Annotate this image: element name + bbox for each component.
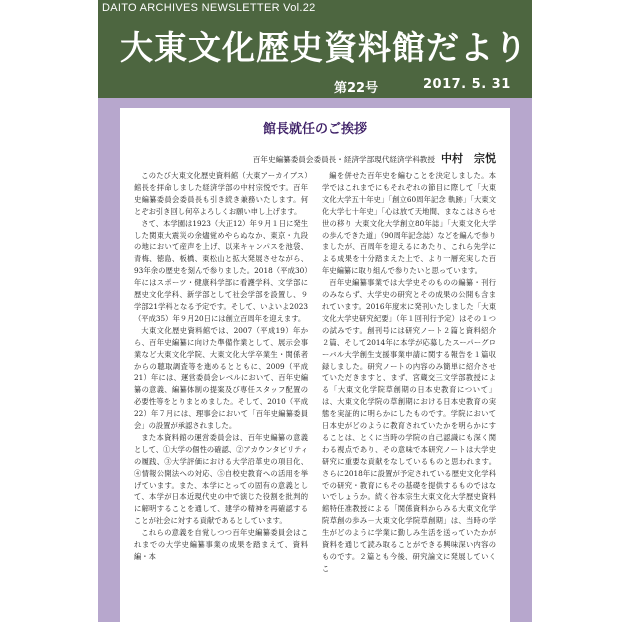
- article-column-right: [322, 170, 496, 616]
- newsletter-page: [98, 0, 532, 622]
- newsletter-title: 大東文化歴史資料館だより: [120, 28, 528, 67]
- paragraph: 編を併せた百年史を編むことを決定しました。本学ではこれまでにもそれぞれの節目に際して「大東文化大学五十年史」「創立60周年記念 軌跡」「大東文化大学七十年史」「心は放て天地間、まなこはさらせ世の移り 大東文化大学創立80年誌」「大東文化大学の歩んできた道」（90周年記念誌）などを編んで参りましたが、百周年を迎えるにあたり、これら先学による成果を十分踏まえた上で、より一層充実した百年史編纂に取り組んで参りたいと思っています。: [322, 171, 496, 276]
- paragraph: 大東文化歴史資料館では、2007（平成19）年から、百年史編纂に向けた準備作業として、展示会事業など大東文化学院、大東文化大学卒業生・関係者からの聴取調査等を進めるとともに、2009（平成21）年には、運営委員会レベルにおいて、百年史編纂の意義、編纂体制の提案及び専任スタッフ配置の必要性等をとりまとめました。そして、2010（平成22）年７月には、理事会において「百年史編纂委員会」の設置が承認されました。: [134, 325, 308, 431]
- newsletter-english-title: DAITO ARCHIVES NEWSLETTER Vol.22: [102, 2, 316, 14]
- paragraph: さて、本学園は1923（大正12）年９月１日に発生した関東大震災の余燼覚めやらぬなか、東京・九段の地において産声を上げ、以来キャンパスを池袋、青梅、徳島、板橋、東松山と拡大発展させながら、93年余の歴史を刻んで参りました。2018（平成30）年にはスポーツ・健康科学部に看護学科、文学部に歴史文化学科、新学部として社会学部を設置し、９学部21学科となる予定です。そして、いよいよ2023（平成35）年９月20日には創立百周年を迎えます。: [134, 218, 308, 323]
- article-column-left: [134, 170, 308, 616]
- paragraph: このたび大東文化歴史資料館（大東アーカイブス）館長を拝命しました経済学部の中村宗悦です。百年史編纂委員会委員長も引き続き兼務いたします。何とぞお引き回し何卒よろしくお願い申し上げます。: [134, 171, 308, 216]
- issue-number: 第22号: [334, 81, 379, 96]
- paragraph: 百年史編纂事業では大学史そのものの編纂・刊行のみならず、大学史の研究とその成果の公開も含まれています。2016年度末に発刊いたしました「大東文化大学史研究紀要」（年１回刊行予定）はその１つの試みです。創刊号には研究ノート２篇と資料紹介２篇、そして2014年に本学が応募したスーパーグローバル大学創生支援事業申請に関する報告を１篇収録しました。研究ノートの内容のみ簡単に紹介させていただきますと、まず、宮蔵交三文学部教授による「大東文化学院草創期の日本史教育について」は、大東文化学院の草創期における日本史教育の実態を実証的に明らかにしたものです。学院において日本史がどのように教育されていたかを明らかにすることは、とくに当時の学院の自己認識にも深く関わる視点であり、その意味で本研究ノートは大学史研究に重要な貢献をなしているものと思われます。さらに2018年に設置が予定されている歴史文化学科での研究・教育にもその基礎を提供するものではないでしょうか。続く谷本宗生大東文化大学歴史資料館特任准教授による「関係資料からみる大東文化学院草創の歩み－大東文化学院草創期」は、当時の学生がどのように学業に勤しみ生活を送っていたかが資料を通じて読み取ることができる興味深い内容のものです。２篇とも今後、研究論文に発展していくこ: [322, 278, 496, 573]
- author-affiliation: 百年史編纂委員会委員長・経済学部現代経済学科教授: [252, 155, 435, 164]
- masthead: [98, 0, 532, 98]
- article-card: [120, 108, 510, 622]
- issue-date: 2017. 5. 31: [423, 77, 511, 92]
- article-byline: [253, 150, 496, 166]
- paragraph: これらの意義を自覚しつつ百年史編纂委員会はこれまでの大学史編纂事業の成果を踏まえて、資料編・本: [134, 528, 308, 561]
- paragraph: また本資料館の運営委員会は、百年史編纂の意義として、①大学の個性の確認、②アカウンタビリティの履践、③大学評価における大学沿革史の項目化、④情報公開法への対応、⑤自校史教育への活用を挙げています。また、本学にとっての固有の意義として、本学が日本近現代史の中で演じた役割を批判的に解明することを通して、建学の精神を再確認することが社会に対する貢献であるとしています。: [134, 432, 308, 526]
- article-title: 館長就任のご挨拶: [262, 122, 367, 137]
- author-name: 中村 宗悦: [441, 152, 496, 165]
